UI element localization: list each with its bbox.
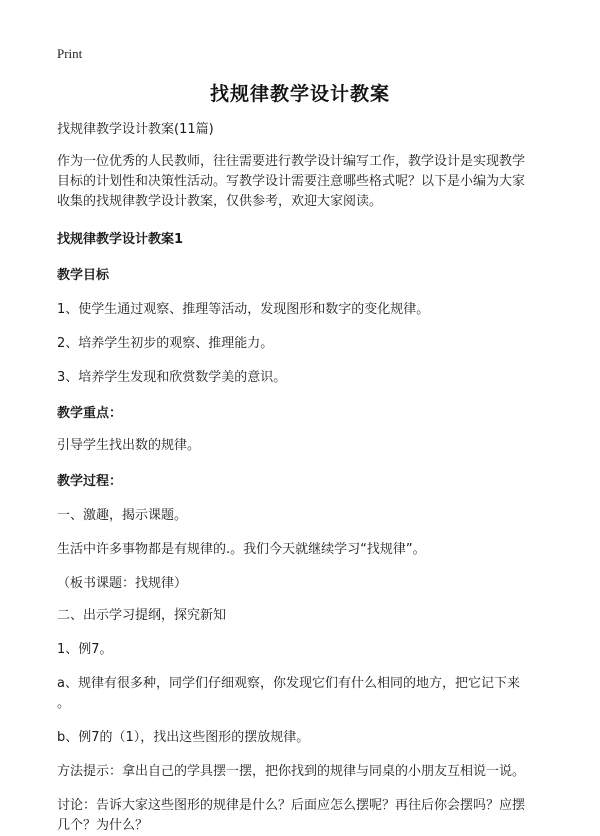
intro-line: 作为一位优秀的人民教师，往往需要进行教学设计编写工作，教学设计是实现教学 [57, 154, 526, 169]
discussion [57, 796, 557, 836]
item-a-line: a、规律有很多种，同学们仔细观察，你发现它们有什么相同的地方，把它记下来 [57, 676, 520, 691]
board-note: （板书课题：找规律） [57, 576, 188, 591]
method-tip: 方法提示：拿出自己的学具摆一摆，把你找到的规律与同桌的小朋友互相说一说。 [57, 764, 526, 779]
example-label: 1、例7。 [57, 642, 113, 657]
document-subtitle: 找规律教学设计教案(11篇) [57, 122, 214, 137]
goal-item: 3、培养学生发现和欣赏数学美的意识。 [57, 370, 287, 385]
document-body [57, 120, 557, 836]
intro-line: 目标的计划性和决策性活动。写教学设计需要注意哪些格式呢？以下是小编为大家 [57, 174, 526, 189]
process-step: 二、出示学习提纲，探究新知 [57, 608, 227, 623]
discussion-line: 几个？为什么？ [57, 818, 149, 833]
focus-heading: 教学重点： [57, 406, 123, 421]
goal-item: 2、培养学生初步的观察、推理能力。 [57, 336, 274, 351]
process-step: 一、激趣，揭示课题。 [57, 508, 188, 523]
item-a-line: 。 [57, 696, 71, 711]
item-b: b、例7的（1），找出这些图形的摆放规律。 [57, 730, 310, 745]
section-heading: 找规律教学设计教案1 [57, 232, 184, 247]
goals-heading: 教学目标 [57, 268, 110, 283]
discussion-line: 讨论：告诉大家这些图形的规律是什么？后面应怎么摆呢？再往后你会摆吗？应摆 [57, 798, 526, 813]
print-link[interactable]: Print [57, 46, 83, 61]
goal-item: 1、使学生通过观察、推理等活动，发现图形和数字的变化规律。 [57, 302, 430, 317]
document-title: 找规律教学设计教案 [209, 83, 390, 105]
intro-line: 收集的找规律教学设计教案，仅供参考，欢迎大家阅读。 [57, 194, 383, 209]
focus-text: 引导学生找出数的规律。 [57, 438, 201, 453]
process-heading: 教学过程： [57, 474, 123, 489]
intro-paragraph [57, 152, 557, 212]
item-a [57, 674, 557, 714]
process-text: 生活中许多事物都是有规律的.。我们今天就继续学习“找规律”。 [57, 542, 426, 557]
